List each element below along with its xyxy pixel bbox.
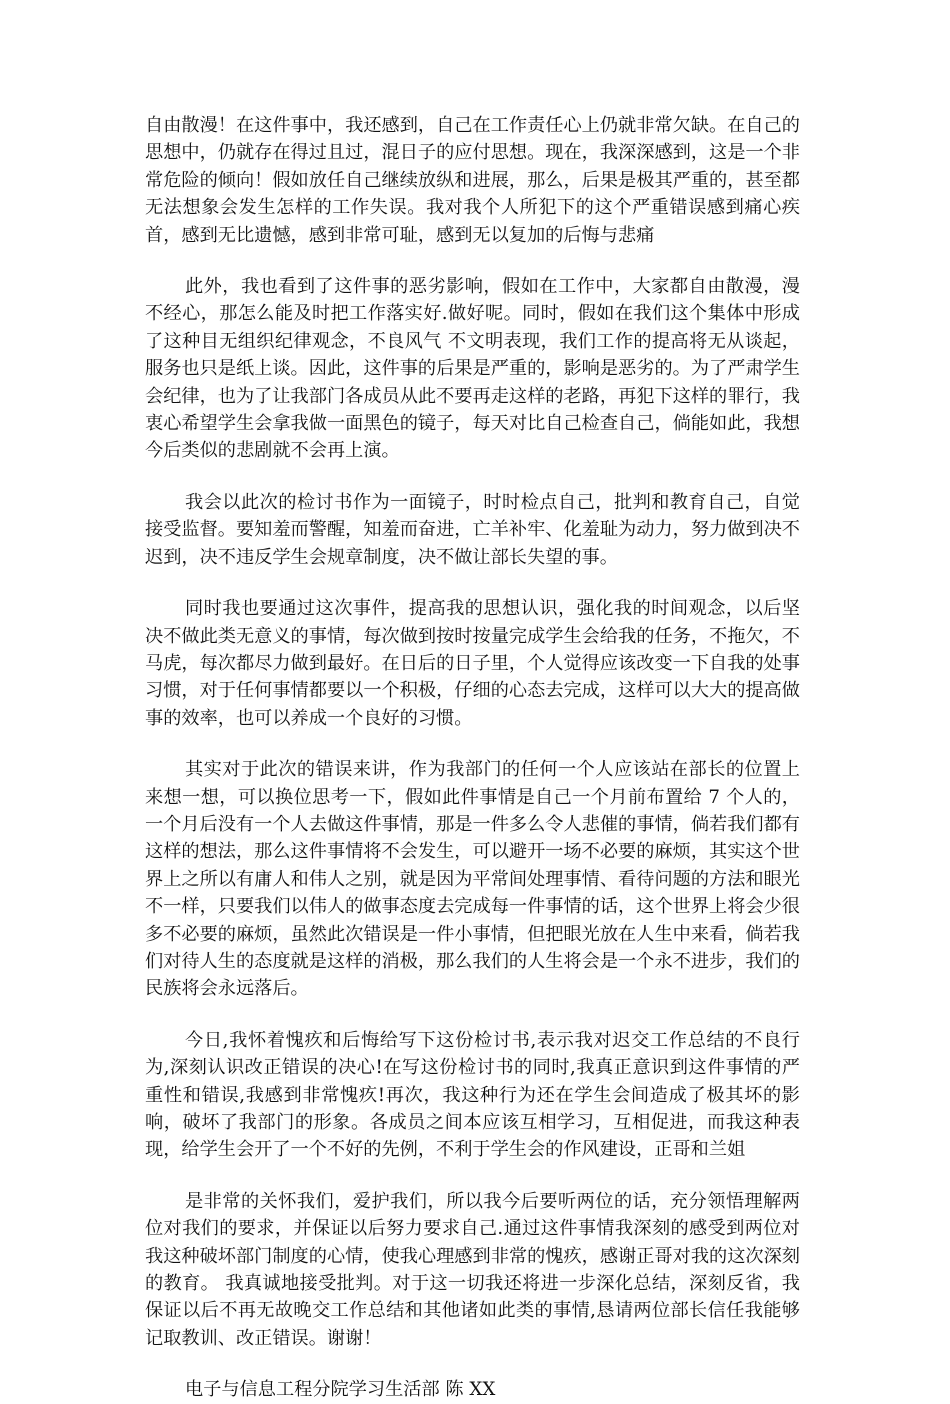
paragraph-2: 此外，我也看到了这件事的恶劣影响，假如在工作中，大家都自由散漫，漫不经心，那怎么能及时把工作落实好.做好呢。同时，假如在我们这个集体中形成了这种目无组织纪律观念，不良风气 不文明表现，我们工作的提高将无从谈起，服务也只是纸上谈。因此，这件事的后果是严重的，影响是恶劣的。为了严肃学生会纪律，也为了让我部门各成员从此不要再走这样的老路，再犯下这样的罪行，我衷心希望学生会拿我做一面黑色的镜子，每天对比自己检查自己，倘能如此，我想今后类似的悲剧就不会再上演。 (145, 276, 800, 462)
paragraph-6: 今日,我怀着愧疚和后悔给写下这份检讨书,表示我对迟交工作总结的不良行为,深刻认识改正错误的决心!在写这份检讨书的同时,我真正意识到这件事情的严重性和错误,我感到非常愧疚!再次，我这种行为还在学生会间造成了极其坏的影响，破坏了我部门的形象。各成员之间本应该互相学习，互相促进，而我这种表现，给学生会开了一个不好的先例，不利于学生会的作风建设，正哥和兰姐 (145, 1029, 800, 1161)
paragraph-3: 我会以此次的检讨书作为一面镜子，时时检点自己，批判和教育自己，自觉接受监督。要知羞而警醒，知羞而奋进，亡羊补牢、化羞耻为动力，努力做到决不迟到，决不违反学生会规章制度，决不做让部长失望的事。 (145, 491, 800, 568)
document-body (145, 112, 800, 1404)
paragraph-7: 是非常的关怀我们，爱护我们，所以我今后要听两位的话，充分领悟理解两位对我们的要求，并保证以后努力要求自己.通过这件事情我深刻的感受到两位对我这种破坏部门制度的心情，使我心理感到非常的愧疚，感谢正哥对我的这次深刻的教育。 我真诚地接受批判。对于这一切我还将进一步深化总结，深刻反省，我保证以后不再无故晚交工作总结和其他诸如此类的事情,恳请两位部长信任我能够记取教训、改正错误。谢谢！ (145, 1190, 800, 1349)
signature: 电子与信息工程分院学习生活部 陈 XX (185, 1379, 496, 1401)
paragraph-4: 同时我也要通过这次事件，提高我的思想认识，强化我的时间观念，以后坚决不做此类无意义的事情，每次做到按时按量完成学生会给我的任务，不拖欠，不马虎，每次都尽力做到最好。在日后的日子里，个人觉得应该改变一下自我的处事习惯，对于任何事情都要以一个积极，仔细的心态去完成，这样可以大大的提高做事的效率，也可以养成一个良好的习惯。 (145, 598, 800, 729)
paragraph-1: 自由散漫！在这件事中，我还感到，自己在工作责任心上仍就非常欠缺。在自己的思想中，仍就存在得过且过，混日子的应付思想。现在，我深深感到，这是一个非常危险的倾向！假如放任自己继续放纵和进展，那么，后果是极其严重的，甚至都无法想象会发生怎样的工作失误。我对我个人所犯下的这个严重错误感到痛心疾首，感到无比遗憾，感到非常可耻，感到无以复加的后悔与悲痛 (145, 115, 800, 246)
paragraph-5: 其实对于此次的错误来讲，作为我部门的任何一个人应该站在部长的位置上来想一想，可以换位思考一下，假如此件事情是自己一个月前布置给 7 个人的，一个月后没有一个人去做这件事情，那是一件多么令人悲催的事情，倘若我们都有这样的想法，那么这件事情将不会发生，可以避开一场不必要的麻烦，其实这个世界上之所以有庸人和伟人之别，就是因为平常间处理事情、看待问题的方法和眼光不一样，只要我们以伟人的做事态度去完成每一件事情的话，这个世界上将会少很多不必要的麻烦，虽然此次错误是一件小事情，但把眼光放在人生中来看，倘若我们对待人生的态度就是这样的消极，那么我们的人生将会是一个永不进步，我们的民族将会永远落后。 (145, 759, 800, 1000)
